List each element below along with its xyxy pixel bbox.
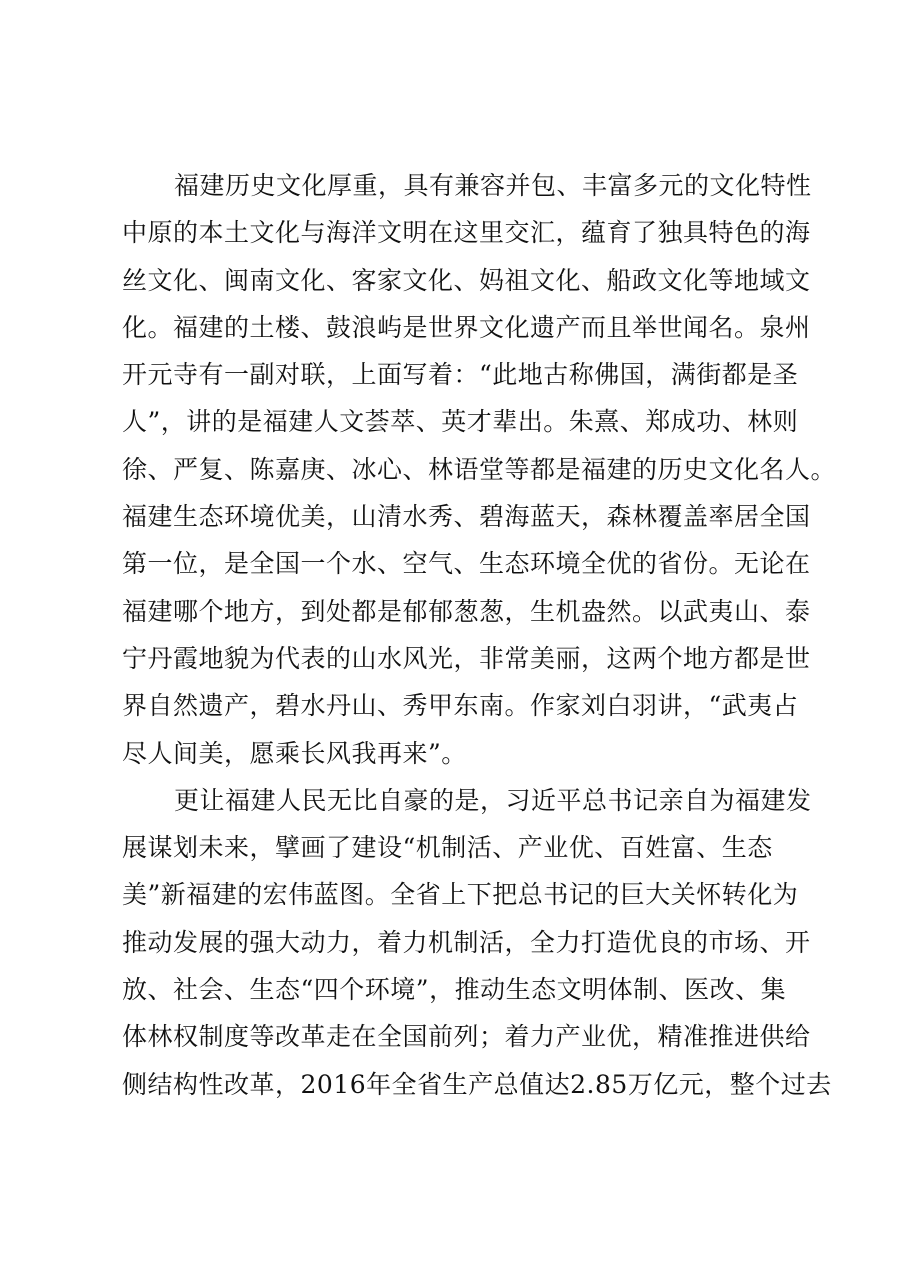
paragraph-1-line-7: 徐、严复、陈嘉庚、冰心、林语堂等都是福建的历史文化名人。 bbox=[122, 454, 837, 484]
document-body bbox=[122, 162, 837, 1108]
paragraph-1-line-1: 福建历史文化厚重，具有兼容并包、丰富多元的文化特性 bbox=[174, 171, 812, 200]
paragraph-2-line-6: 体林权制度等改革走在全国前列；着力产业优，精准推进供给 bbox=[122, 1022, 811, 1052]
paragraph-1-line-12: 界自然遗产，碧水丹山、秀甲东南。作家刘白羽讲，“武夷占 bbox=[122, 691, 799, 721]
paragraph-2-line-3: 美”新福建的宏伟蓝图。全省上下把总书记的巨大关怀转化为 bbox=[122, 880, 799, 910]
paragraph-2-line-7: 侧结构性改革，2016年全省生产总值达2.85万亿元，整个过去 bbox=[122, 1069, 832, 1099]
paragraph-1-line-6: 人”，讲的是福建人文荟萃、英才辈出。朱熹、郑成功、林则 bbox=[122, 407, 799, 437]
paragraph-1-line-11: 宁丹霞地貌为代表的山水风光，非常美丽，这两个地方都是世 bbox=[122, 643, 811, 673]
paragraph-1-line-9: 第一位，是全国一个水、空气、生态环境全优的省份。无论在 bbox=[122, 549, 811, 579]
paragraph-2-line-5: 放、社会、生态“四个环境”，推动生态文明体制、医改、集 bbox=[122, 975, 787, 1005]
paragraph-1-line-3: 丝文化、闽南文化、客家文化、妈祖文化、船政文化等地域文 bbox=[122, 265, 811, 295]
paragraph-1-line-5: 开元寺有一副对联，上面写着：“此地古称佛国，满街都是圣 bbox=[122, 360, 799, 390]
paragraph-1-line-4: 化。福建的土楼、鼓浪屿是世界文化遗产而且举世闻名。泉州 bbox=[122, 312, 811, 342]
paragraph-2-line-4: 推动发展的强大动力，着力机制活，全力打造优良的市场、开 bbox=[122, 927, 811, 957]
paragraph-1-line-8: 福建生态环境优美，山清水秀、碧海蓝天，森林覆盖率居全国 bbox=[122, 502, 811, 532]
paragraph-1-line-2: 中原的本土文化与海洋文明在这里交汇，蕴育了独具特色的海 bbox=[122, 218, 811, 248]
paragraph-2-line-1: 更让福建人民无比自豪的是，习近平总书记亲自为福建发 bbox=[174, 785, 812, 815]
paragraph-1-line-13: 尽人间美，愿乘长风我再来”。 bbox=[122, 738, 467, 768]
paragraph-1-line-10: 福建哪个地方，到处都是郁郁葱葱，生机盎然。以武夷山、泰 bbox=[122, 596, 811, 626]
paragraph-2-line-2: 展谋划未来，擘画了建设“机制活、产业优、百姓富、生态 bbox=[122, 833, 773, 863]
